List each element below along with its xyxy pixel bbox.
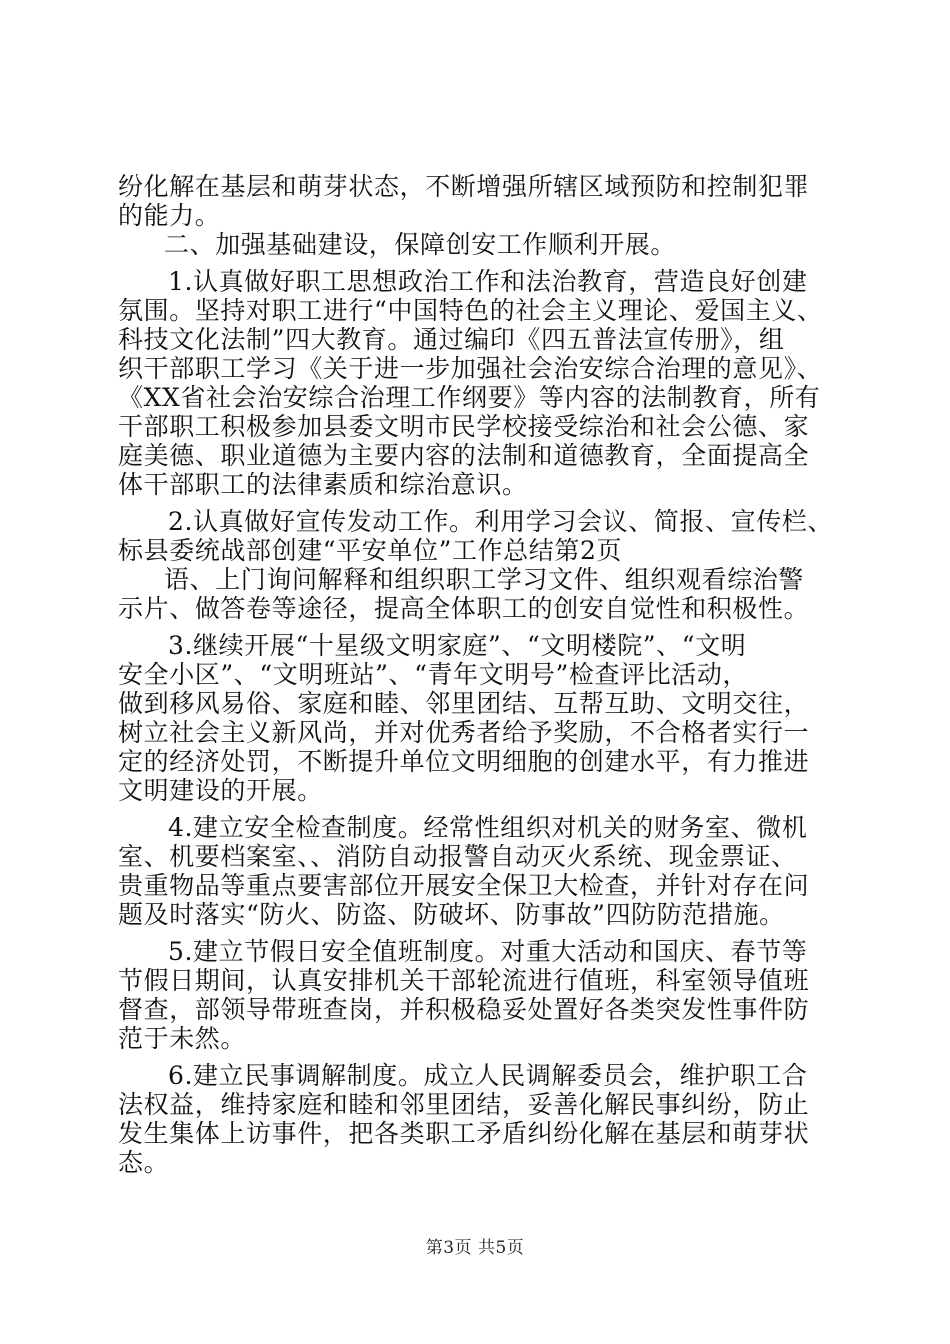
text-line: 法权益，维持家庭和睦和邻里团结，妥善化解民事纠纷，防止 (118, 1090, 810, 1119)
text-line: 2.认真做好宣传发动工作。利用学习会议、简报、宣传栏、 (168, 507, 834, 536)
text-line: 体干部职工的法律素质和综治意识。 (118, 470, 528, 499)
text-line: 做到移风易俗、家庭和睦、邻里团结、互帮互助、文明交往， (118, 689, 810, 718)
text-line: 贵重物品等重点要害部位开展安全保卫大检查，并针对存在问 (118, 871, 810, 900)
text-line: 室、机要档案室、、消防自动报警自动灭火系统、现金票证、 (118, 842, 797, 871)
text-line: 发生集体上访事件，把各类职工矛盾纠纷化解在基层和萌芽状 (118, 1119, 810, 1148)
text-line: 标县委统战部创建“平安单位”工作总结第2页 (118, 536, 623, 565)
text-line: 节假日期间，认真安排机关干部轮流进行值班，科室领导值班 (118, 966, 810, 995)
section-heading (118, 230, 838, 259)
text-line: 安全小区”、“文明班站”、“青年文明号”检查评比活动， (118, 660, 749, 689)
text-line: 督查，部领导带班查岗，并积极稳妥处置好各类突发性事件防 (118, 995, 810, 1024)
text-line: 氛围。坚持对职工进行“中国特色的社会主义理论、爱国主义、 (118, 296, 823, 325)
paragraph-item-3 (118, 631, 838, 805)
text-line: 纷化解在基层和萌芽状态，不断增强所辖区域预防和控制犯罪 (118, 172, 810, 201)
text-line: 4.建立安全检查制度。经常性组织对机关的财务室、微机 (168, 813, 808, 842)
paragraph-item-5 (118, 937, 838, 1053)
text-line: 3.继续开展“十星级文明家庭”、“文明楼院”、“文明 (168, 631, 747, 660)
text-line: 语、上门询问解释和组织职工学习文件、组织观看综治警 (164, 565, 805, 594)
text-line: 态。 (118, 1148, 170, 1177)
text-line: 6.建立民事调解制度。成立人民调解委员会，维护职工合 (168, 1061, 808, 1090)
paragraph-item-6 (118, 1061, 838, 1177)
text-line: 科技文化法制”四大教育。通过编印《四五普法宣传册》，组 (118, 325, 785, 354)
paragraph-item-1 (118, 267, 838, 499)
text-line: 织干部职工学习《关于进一步加强社会治安综合治理的意见》、 (118, 354, 823, 383)
text-line: 二、加强基础建设，保障创安工作顺利开展。 (164, 230, 677, 259)
paragraph-item-4 (118, 813, 838, 929)
paragraph-item-2 (118, 507, 838, 623)
text-line: 1.认真做好职工思想政治工作和法治教育，营造良好创建 (168, 267, 808, 296)
document-body (118, 172, 838, 1177)
text-line: 干部职工积极参加县委文明市民学校接受综治和社会公德、家 (118, 412, 810, 441)
page-footer: 第3页 共5页 (425, 1238, 525, 1258)
text-line: 示片、做答卷等途径，提高全体职工的创安自觉性和积极性。 (118, 594, 810, 623)
text-line: 树立社会主义新风尚，并对优秀者给予奖励，不合格者实行一 (118, 718, 810, 747)
text-line: 范于未然。 (118, 1024, 247, 1053)
text-line: 定的经济处罚，不断提升单位文明细胞的创建水平，有力推进 (118, 747, 810, 776)
text-line: 题及时落实“防火、防盗、防破坏、防事故”四防防范措施。 (118, 900, 785, 929)
paragraph-continuation (118, 172, 838, 230)
text-line: 的能力。 (118, 201, 221, 230)
text-line: 5.建立节假日安全值班制度。对重大活动和国庆、春节等 (168, 937, 808, 966)
text-line: 《XX省社会治安综合治理工作纲要》等内容的法制教育，所有 (118, 383, 821, 412)
text-line: 文明建设的开展。 (118, 776, 323, 805)
text-line: 庭美德、职业道德为主要内容的法制和道德教育，全面提高全 (118, 441, 810, 470)
